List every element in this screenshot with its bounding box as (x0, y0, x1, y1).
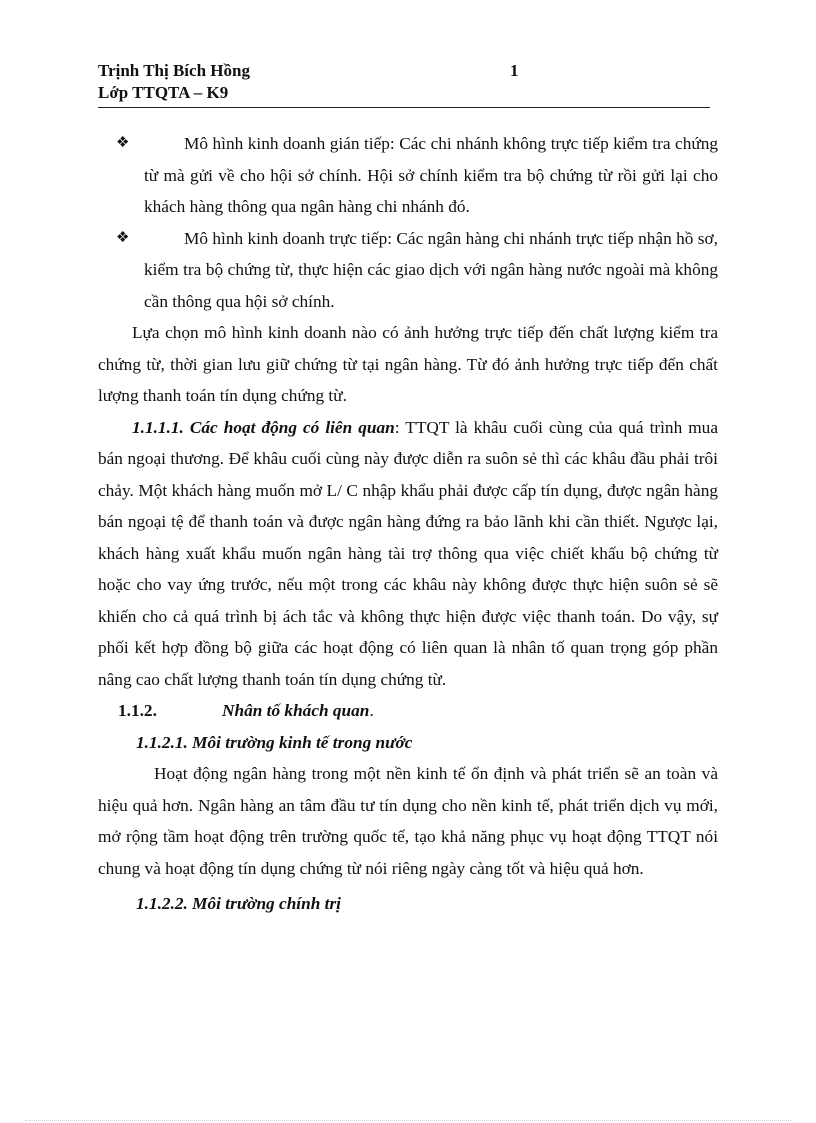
heading-1121: 1.1.2.1. Môi trường kinh tế trong nước (136, 732, 413, 752)
paragraph-1121: Hoạt động ngân hàng trong một nền kinh tế ổn định và phát triển sẽ an toàn và hiệu quả hơn. Ngân hàng an tâm đầu tư tín dụng cho nền kinh tế, phát triển dịch vụ mới, mở rộng tầm hoạt động trên trường quốc tế, tạo khả năng phục vụ hoạt động TTQT nói chung và hoạt động tín dụng chứng từ nói riêng ngày càng tốt và hiệu quả hơn. (98, 764, 718, 878)
section-number: 1.1.1.1. (132, 417, 184, 437)
author-name: Trịnh Thị Bích Hồng (98, 61, 250, 80)
page-bottom-edge (25, 1120, 791, 1121)
paragraph-1111 (98, 412, 718, 696)
section-title: Các hoạt động có liên quan (189, 417, 395, 437)
document-body (98, 128, 718, 920)
bullet-text: Mô hình kinh doanh trực tiếp: Các ngân hàng chi nhánh trực tiếp nhận hồ sơ, kiểm tra bộ chứng từ, thực hiện các giao dịch với ngân hàng nước ngoài mà không cần thông qua hội sở chính. (144, 228, 718, 311)
page-number: 1 (510, 61, 519, 80)
bullet-text: Mô hình kinh doanh gián tiếp: Các chi nhánh không trực tiếp kiểm tra chứng từ mà gửi về cho hội sở chính. Hội sở chính kiểm tra bộ chứng từ rồi gửi lại cho khách hàng thông qua ngân hàng chi nhánh đó. (144, 134, 718, 216)
diamond-bullet-icon: ❖ (116, 229, 130, 246)
page-header (98, 60, 710, 110)
section-title-suffix: . (369, 701, 374, 720)
paragraph-model-choice: Lựa chọn mô hình kinh doanh nào có ảnh hưởng trực tiếp đến chất lượng kiểm tra chứng từ, thời gian lưu giữ chứng từ tại ngân hàng. Từ đó ảnh hưởng trực tiếp đến chất lượng thanh toán tín dụng chứng từ. (98, 323, 718, 405)
section-title (222, 695, 374, 727)
heading-1122: 1.1.2.2. Môi trường chính trị (136, 894, 341, 913)
section-number: 1.1.2. (118, 701, 157, 720)
bullet-indirect-model (98, 128, 718, 223)
section-title-text: Nhân tố khách quan (222, 701, 370, 720)
class-name: Lớp TTQTA – K9 (98, 83, 229, 102)
diamond-bullet-icon: ❖ (116, 135, 130, 151)
header-rule (98, 107, 710, 108)
bullet-direct-model (98, 223, 718, 318)
section-text: : TTQT là khâu cuối cùng của quá trình mua bán ngoại thương. Để khâu cuối cùng này được diễn ra suôn sẻ thì các khâu đầu phải trôi chảy. Một khách hàng muốn mở L/ C nhập khẩu phải được cấp tín dụng, được ngân hàng bán ngoại tệ để thanh toán và được ngân hàng đứng ra bảo lãnh khi cần thiết. Ngược lại, khách hàng xuất khẩu muốn ngân hàng tài trợ thông qua việc chiết khấu bộ chứng từ hoặc cho vay ứng trước, nếu một trong các khâu này không được thực hiện suôn sẻ sẽ khiến cho cả quá trình bị ách tắc và không thực hiện được việc thanh toán. Do vậy, sự phối kết hợp đồng bộ giữa các hoạt động có liên quan là nhân tố quan trọng góp phần nâng cao chất lượng thanh toán tín dụng chứng từ. (98, 417, 718, 689)
heading-112 (98, 695, 718, 727)
